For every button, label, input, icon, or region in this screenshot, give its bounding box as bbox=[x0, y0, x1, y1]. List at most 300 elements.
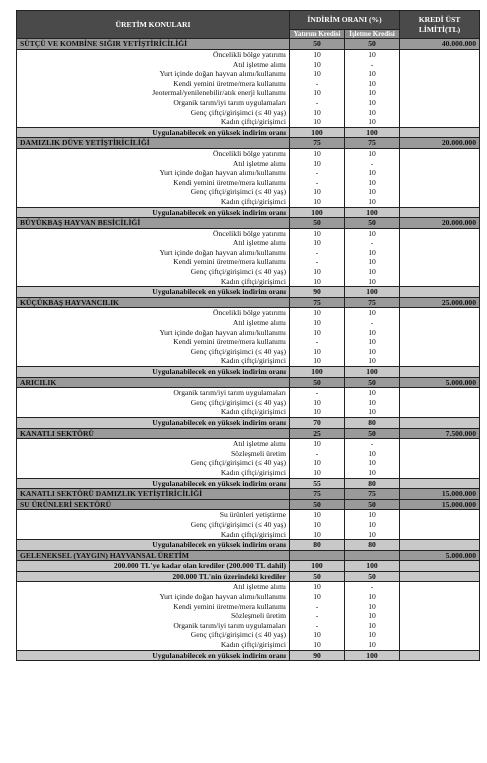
credit-limit-cell bbox=[400, 50, 480, 60]
operating-rate-cell: 50 bbox=[345, 499, 400, 510]
credit-limit-cell bbox=[400, 561, 480, 572]
criterion-row bbox=[17, 640, 480, 650]
row-label: Genç çiftçi/girişimci (≤ 40 yaş) bbox=[17, 520, 290, 530]
operating-rate-cell: 50 bbox=[345, 218, 400, 229]
criterion-row bbox=[17, 79, 480, 89]
operating-rate-cell: - bbox=[345, 60, 400, 70]
credit-limit-cell: 7.500.000 bbox=[400, 428, 480, 439]
row-label: Organik tarım/iyi tarım uygulamaları bbox=[17, 621, 290, 631]
investment-rate-cell: 10 bbox=[290, 592, 345, 602]
credit-limit-cell: 15.000.000 bbox=[400, 499, 480, 510]
row-label: Kadın çiftçi/girişimci bbox=[17, 117, 290, 127]
row-label: Sözleşmeli üretim bbox=[17, 449, 290, 459]
criterion-row bbox=[17, 356, 480, 366]
investment-rate-cell: 10 bbox=[290, 328, 345, 338]
investment-rate-cell: 10 bbox=[290, 197, 345, 207]
credit-limit-cell bbox=[400, 592, 480, 602]
row-label: Yurt içinde doğan hayvan alımı/kullanımı bbox=[17, 69, 290, 79]
operating-rate-cell: 10 bbox=[345, 108, 400, 118]
operating-rate-cell: 75 bbox=[345, 138, 400, 149]
row-label: GELENEKSEL (YAYGIN) HAYVANSAL ÜRETİM bbox=[17, 550, 290, 561]
criterion-row bbox=[17, 439, 480, 449]
criterion-row bbox=[17, 510, 480, 520]
criterion-row bbox=[17, 98, 480, 108]
row-label: KANATLI SEKTÖRÜ bbox=[17, 428, 290, 439]
investment-rate-cell: - bbox=[290, 168, 345, 178]
investment-rate-cell: 50 bbox=[290, 499, 345, 510]
operating-rate-cell: 10 bbox=[345, 98, 400, 108]
operating-rate-cell: 10 bbox=[345, 510, 400, 520]
credit-limit-cell bbox=[400, 337, 480, 347]
credit-limit-cell bbox=[400, 79, 480, 89]
row-label: Kadın çiftçi/girişimci bbox=[17, 530, 290, 540]
criterion-row bbox=[17, 248, 480, 258]
investment-rate-cell: 10 bbox=[290, 60, 345, 70]
row-label: Su ürünleri yetiştirme bbox=[17, 510, 290, 520]
section-row bbox=[17, 377, 480, 388]
credit-limit-cell: 40.000.000 bbox=[400, 39, 480, 50]
investment-rate-cell: 75 bbox=[290, 138, 345, 149]
credit-limit-cell: 15.000.000 bbox=[400, 489, 480, 500]
row-label: Kadın çiftçi/girişimci bbox=[17, 407, 290, 417]
header-operating-credit: İşletme Kredisi bbox=[345, 30, 400, 39]
operating-rate-cell: 10 bbox=[345, 621, 400, 631]
operating-rate-cell: 80 bbox=[345, 540, 400, 551]
criterion-row bbox=[17, 611, 480, 621]
investment-rate-cell: - bbox=[290, 178, 345, 188]
investment-rate-cell: 10 bbox=[290, 108, 345, 118]
investment-rate-cell: 10 bbox=[290, 630, 345, 640]
criterion-row bbox=[17, 178, 480, 188]
investment-rate-cell: 90 bbox=[290, 650, 345, 661]
investment-rate-cell: 10 bbox=[290, 148, 345, 158]
operating-rate-cell: 10 bbox=[345, 228, 400, 238]
operating-rate-cell: 100 bbox=[345, 650, 400, 661]
credit-limit-cell bbox=[400, 248, 480, 258]
operating-rate-cell: 10 bbox=[345, 398, 400, 408]
credit-limit-cell: 5.000.000 bbox=[400, 377, 480, 388]
credit-limit-cell bbox=[400, 228, 480, 238]
header-topic: ÜRETİM KONULARI bbox=[17, 11, 290, 39]
operating-rate-cell: 10 bbox=[345, 79, 400, 89]
credit-limit-cell bbox=[400, 328, 480, 338]
section-row bbox=[17, 297, 480, 308]
criterion-row bbox=[17, 69, 480, 79]
operating-rate-cell: 10 bbox=[345, 88, 400, 98]
credit-limit-cell: 5.000.000 bbox=[400, 550, 480, 561]
credit-limit-cell bbox=[400, 388, 480, 398]
investment-rate-cell: - bbox=[290, 621, 345, 631]
operating-rate-cell: 100 bbox=[345, 367, 400, 378]
criterion-row bbox=[17, 257, 480, 267]
row-label: Uygulanabilecek en yüksek indirim oranı bbox=[17, 367, 290, 378]
row-label: Atıl işletme alımı bbox=[17, 60, 290, 70]
investment-rate-cell: 25 bbox=[290, 428, 345, 439]
credit-limit-cell bbox=[400, 117, 480, 127]
credit-limit-cell bbox=[400, 308, 480, 318]
row-label: Genç çiftçi/girişimci (≤ 40 yaş) bbox=[17, 458, 290, 468]
operating-rate-cell: 10 bbox=[345, 328, 400, 338]
credit-limit-cell bbox=[400, 60, 480, 70]
row-label: ARICILIK bbox=[17, 377, 290, 388]
credit-limit-cell bbox=[400, 178, 480, 188]
row-label: Atıl işletme alımı bbox=[17, 238, 290, 248]
row-label: Kendi yemini üretme/mera kullanımı bbox=[17, 257, 290, 267]
investment-rate-cell: 10 bbox=[290, 458, 345, 468]
investment-rate-cell: 90 bbox=[290, 287, 345, 298]
operating-rate-cell: 50 bbox=[345, 571, 400, 582]
operating-rate-cell: 10 bbox=[345, 197, 400, 207]
credit-limit-cell bbox=[400, 148, 480, 158]
criterion-row bbox=[17, 267, 480, 277]
operating-rate-cell: 10 bbox=[345, 356, 400, 366]
row-label: Kadın çiftçi/girişimci bbox=[17, 640, 290, 650]
operating-rate-cell: 10 bbox=[345, 630, 400, 640]
investment-rate-cell: - bbox=[290, 388, 345, 398]
investment-rate-cell: 100 bbox=[290, 207, 345, 218]
row-label: Uygulanabilecek en yüksek indirim oranı bbox=[17, 417, 290, 428]
credit-limit-cell bbox=[400, 187, 480, 197]
criterion-row bbox=[17, 621, 480, 631]
criterion-row bbox=[17, 592, 480, 602]
credit-limit-cell bbox=[400, 530, 480, 540]
investment-rate-cell: 70 bbox=[290, 417, 345, 428]
max-discount-row bbox=[17, 540, 480, 551]
row-label: Sözleşmeli üretim bbox=[17, 611, 290, 621]
investment-rate-cell: 10 bbox=[290, 640, 345, 650]
credit-limit-cell bbox=[400, 398, 480, 408]
max-discount-row bbox=[17, 417, 480, 428]
investment-rate-cell: 10 bbox=[290, 520, 345, 530]
criterion-row bbox=[17, 530, 480, 540]
operating-rate-cell: - bbox=[345, 238, 400, 248]
criterion-row bbox=[17, 458, 480, 468]
investment-rate-cell: 75 bbox=[290, 297, 345, 308]
row-label: Genç çiftçi/girişimci (≤ 40 yaş) bbox=[17, 398, 290, 408]
investment-rate-cell: 50 bbox=[290, 377, 345, 388]
investment-rate-cell: 10 bbox=[290, 407, 345, 417]
investment-rate-cell: 10 bbox=[290, 439, 345, 449]
operating-rate-cell: 100 bbox=[345, 561, 400, 572]
row-label: Genç çiftçi/girişimci (≤ 40 yaş) bbox=[17, 267, 290, 277]
criterion-row bbox=[17, 347, 480, 357]
criterion-row bbox=[17, 449, 480, 459]
operating-rate-cell: 10 bbox=[345, 148, 400, 158]
operating-rate-cell: 10 bbox=[345, 277, 400, 287]
row-label: Genç çiftçi/girişimci (≤ 40 yaş) bbox=[17, 187, 290, 197]
row-label: Atıl işletme alımı bbox=[17, 159, 290, 169]
row-label: Öncelikli bölge yatırımı bbox=[17, 148, 290, 158]
operating-rate-cell: 50 bbox=[345, 428, 400, 439]
operating-rate-cell: - bbox=[345, 439, 400, 449]
credit-limit-cell: 20.000.000 bbox=[400, 218, 480, 229]
credit-limit-cell bbox=[400, 367, 480, 378]
operating-rate-cell: 80 bbox=[345, 417, 400, 428]
credit-limit-cell bbox=[400, 168, 480, 178]
operating-rate-cell: 10 bbox=[345, 248, 400, 258]
investment-rate-cell: 100 bbox=[290, 367, 345, 378]
row-label: 200.000 TL'nin üzerindeki krediler bbox=[17, 571, 290, 582]
investment-rate-cell: - bbox=[290, 449, 345, 459]
criterion-row bbox=[17, 148, 480, 158]
operating-rate-cell: 10 bbox=[345, 50, 400, 60]
operating-rate-cell: 10 bbox=[345, 611, 400, 621]
investment-rate-cell: - bbox=[290, 79, 345, 89]
operating-rate-cell: 80 bbox=[345, 478, 400, 489]
operating-rate-cell: 100 bbox=[345, 127, 400, 138]
criterion-row bbox=[17, 228, 480, 238]
operating-rate-cell: 10 bbox=[345, 592, 400, 602]
investment-rate-cell: 50 bbox=[290, 571, 345, 582]
row-label: Atıl işletme alımı bbox=[17, 439, 290, 449]
investment-rate-cell: 50 bbox=[290, 218, 345, 229]
header-investment-credit: Yatırım Kredisi bbox=[290, 30, 345, 39]
section-row bbox=[17, 218, 480, 229]
header-credit-limit: KREDİ ÜST LİMİTİ(TL) bbox=[400, 11, 480, 39]
credit-limit-cell bbox=[400, 582, 480, 592]
credit-discount-table bbox=[16, 10, 480, 661]
credit-limit-cell: 20.000.000 bbox=[400, 138, 480, 149]
operating-rate-cell: 50 bbox=[345, 377, 400, 388]
header-discount: İNDİRİM ORANI (%) bbox=[290, 11, 400, 30]
investment-rate-cell: 10 bbox=[290, 238, 345, 248]
credit-limit-cell bbox=[400, 621, 480, 631]
investment-rate-cell: 10 bbox=[290, 187, 345, 197]
row-label: Öncelikli bölge yatırımı bbox=[17, 308, 290, 318]
section-row bbox=[17, 550, 480, 561]
criterion-row bbox=[17, 407, 480, 417]
criterion-row bbox=[17, 337, 480, 347]
row-label: Jeotermal/yenilenebilir/atık enerji kullanımı bbox=[17, 88, 290, 98]
row-label: Kadın çiftçi/girişimci bbox=[17, 277, 290, 287]
operating-rate-cell: 10 bbox=[345, 257, 400, 267]
operating-rate-cell: 10 bbox=[345, 468, 400, 478]
row-label: Kendi yemini üretme/mera kullanımı bbox=[17, 178, 290, 188]
credit-limit-cell bbox=[400, 98, 480, 108]
investment-rate-cell: 10 bbox=[290, 530, 345, 540]
operating-rate-cell: 10 bbox=[345, 407, 400, 417]
investment-rate-cell: 10 bbox=[290, 347, 345, 357]
operating-rate-cell: 10 bbox=[345, 178, 400, 188]
credit-limit-cell bbox=[400, 650, 480, 661]
investment-rate-cell: - bbox=[290, 337, 345, 347]
credit-limit-cell bbox=[400, 238, 480, 248]
row-label: Uygulanabilecek en yüksek indirim oranı bbox=[17, 127, 290, 138]
criterion-row bbox=[17, 60, 480, 70]
credit-limit-cell bbox=[400, 257, 480, 267]
operating-rate-cell: - bbox=[345, 582, 400, 592]
investment-rate-cell: - bbox=[290, 611, 345, 621]
row-label: Uygulanabilecek en yüksek indirim oranı bbox=[17, 478, 290, 489]
credit-limit-cell bbox=[400, 356, 480, 366]
criterion-row bbox=[17, 197, 480, 207]
investment-rate-cell: - bbox=[290, 98, 345, 108]
credit-limit-cell bbox=[400, 318, 480, 328]
credit-limit-cell bbox=[400, 540, 480, 551]
credit-band-row bbox=[17, 571, 480, 582]
row-label: Kadın çiftçi/girişimci bbox=[17, 197, 290, 207]
credit-limit-cell bbox=[400, 407, 480, 417]
row-label: DAMIZLIK DÜVE YETİŞTİRİCİLİĞİ bbox=[17, 138, 290, 149]
row-label: Kendi yemini üretme/mera kullanımı bbox=[17, 602, 290, 612]
row-label: SÜTÇÜ VE KOMBİNE SIĞIR YETİŞTİRİCİLİĞİ bbox=[17, 39, 290, 50]
criterion-row bbox=[17, 108, 480, 118]
credit-limit-cell bbox=[400, 510, 480, 520]
row-label: Kadın çiftçi/girişimci bbox=[17, 468, 290, 478]
row-label: Uygulanabilecek en yüksek indirim oranı bbox=[17, 207, 290, 218]
credit-limit-cell bbox=[400, 277, 480, 287]
credit-limit-cell bbox=[400, 267, 480, 277]
operating-rate-cell: 10 bbox=[345, 388, 400, 398]
row-label: Yurt içinde doğan hayvan alımı/kullanımı bbox=[17, 248, 290, 258]
credit-limit-cell bbox=[400, 197, 480, 207]
row-label: Uygulanabilecek en yüksek indirim oranı bbox=[17, 287, 290, 298]
criterion-row bbox=[17, 468, 480, 478]
investment-rate-cell: - bbox=[290, 248, 345, 258]
credit-limit-cell bbox=[400, 449, 480, 459]
investment-rate-cell: 50 bbox=[290, 39, 345, 50]
investment-rate-cell: 10 bbox=[290, 468, 345, 478]
operating-rate-cell: 10 bbox=[345, 168, 400, 178]
investment-rate-cell: 10 bbox=[290, 69, 345, 79]
section-row bbox=[17, 138, 480, 149]
credit-limit-cell bbox=[400, 520, 480, 530]
credit-limit-cell bbox=[400, 640, 480, 650]
criterion-row bbox=[17, 602, 480, 612]
section-row bbox=[17, 39, 480, 50]
row-label: Genç çiftçi/girişimci (≤ 40 yaş) bbox=[17, 108, 290, 118]
credit-limit-cell bbox=[400, 207, 480, 218]
investment-rate-cell: 10 bbox=[290, 88, 345, 98]
max-discount-row bbox=[17, 650, 480, 661]
operating-rate-cell: 100 bbox=[345, 287, 400, 298]
investment-rate-cell bbox=[290, 550, 345, 561]
criterion-row bbox=[17, 328, 480, 338]
row-label: Öncelikli bölge yatırımı bbox=[17, 228, 290, 238]
operating-rate-cell: 75 bbox=[345, 489, 400, 500]
credit-limit-cell bbox=[400, 108, 480, 118]
investment-rate-cell: 75 bbox=[290, 489, 345, 500]
credit-limit-cell bbox=[400, 127, 480, 138]
criterion-row bbox=[17, 630, 480, 640]
investment-rate-cell: 10 bbox=[290, 50, 345, 60]
row-label: 200.000 TL'ye kadar olan krediler (200.000 TL dahil) bbox=[17, 561, 290, 572]
criterion-row bbox=[17, 308, 480, 318]
credit-limit-cell bbox=[400, 571, 480, 582]
operating-rate-cell: 10 bbox=[345, 347, 400, 357]
investment-rate-cell: 10 bbox=[290, 228, 345, 238]
table-body bbox=[17, 39, 480, 661]
row-label: Atıl işletme alımı bbox=[17, 318, 290, 328]
criterion-row bbox=[17, 168, 480, 178]
row-label: Uygulanabilecek en yüksek indirim oranı bbox=[17, 650, 290, 661]
section-row bbox=[17, 489, 480, 500]
investment-rate-cell: 10 bbox=[290, 267, 345, 277]
credit-limit-cell bbox=[400, 478, 480, 489]
operating-rate-cell: 10 bbox=[345, 117, 400, 127]
section-row bbox=[17, 428, 480, 439]
investment-rate-cell: 100 bbox=[290, 127, 345, 138]
credit-limit-cell bbox=[400, 347, 480, 357]
credit-limit-cell bbox=[400, 69, 480, 79]
investment-rate-cell: 80 bbox=[290, 540, 345, 551]
operating-rate-cell: 50 bbox=[345, 39, 400, 50]
section-row bbox=[17, 499, 480, 510]
investment-rate-cell: 10 bbox=[290, 318, 345, 328]
credit-limit-cell: 25.000.000 bbox=[400, 297, 480, 308]
investment-rate-cell: 10 bbox=[290, 277, 345, 287]
investment-rate-cell: - bbox=[290, 602, 345, 612]
row-label: Uygulanabilecek en yüksek indirim oranı bbox=[17, 540, 290, 551]
operating-rate-cell: 10 bbox=[345, 530, 400, 540]
document-page bbox=[16, 10, 479, 661]
credit-limit-cell bbox=[400, 88, 480, 98]
row-label: Yurt içinde doğan hayvan alımı/kullanımı bbox=[17, 168, 290, 178]
investment-rate-cell: 10 bbox=[290, 582, 345, 592]
operating-rate-cell: - bbox=[345, 159, 400, 169]
investment-rate-cell: 10 bbox=[290, 356, 345, 366]
max-discount-row bbox=[17, 367, 480, 378]
investment-rate-cell: 10 bbox=[290, 308, 345, 318]
operating-rate-cell: 75 bbox=[345, 297, 400, 308]
criterion-row bbox=[17, 88, 480, 98]
operating-rate-cell: 10 bbox=[345, 267, 400, 277]
row-label: Kendi yemini üretme/mera kullanımı bbox=[17, 79, 290, 89]
criterion-row bbox=[17, 582, 480, 592]
credit-band-row bbox=[17, 561, 480, 572]
row-label: KANATLI SEKTÖRÜ DAMIZLIK YETİŞTİRİCİLİĞİ bbox=[17, 489, 290, 500]
max-discount-row bbox=[17, 127, 480, 138]
operating-rate-cell: - bbox=[345, 318, 400, 328]
credit-limit-cell bbox=[400, 159, 480, 169]
criterion-row bbox=[17, 50, 480, 60]
criterion-row bbox=[17, 277, 480, 287]
credit-limit-cell bbox=[400, 287, 480, 298]
row-label: Yurt içinde doğan hayvan alımı/kullanımı bbox=[17, 328, 290, 338]
investment-rate-cell: 10 bbox=[290, 159, 345, 169]
operating-rate-cell: 10 bbox=[345, 337, 400, 347]
operating-rate-cell: 10 bbox=[345, 520, 400, 530]
max-discount-row bbox=[17, 478, 480, 489]
investment-rate-cell: 10 bbox=[290, 398, 345, 408]
criterion-row bbox=[17, 159, 480, 169]
row-label: SU ÜRÜNLERİ SEKTÖRÜ bbox=[17, 499, 290, 510]
investment-rate-cell: - bbox=[290, 257, 345, 267]
row-label: KÜÇÜKBAŞ HAYVANCILIK bbox=[17, 297, 290, 308]
credit-limit-cell bbox=[400, 630, 480, 640]
row-label: Kendi yemini üretme/mera kullanımı bbox=[17, 337, 290, 347]
row-label: Genç çiftçi/girişimci (≤ 40 yaş) bbox=[17, 630, 290, 640]
credit-limit-cell bbox=[400, 611, 480, 621]
row-label: Organik tarım/iyi tarım uygulamaları bbox=[17, 388, 290, 398]
operating-rate-cell: 10 bbox=[345, 602, 400, 612]
credit-limit-cell bbox=[400, 458, 480, 468]
investment-rate-cell: 55 bbox=[290, 478, 345, 489]
operating-rate-cell: 10 bbox=[345, 308, 400, 318]
criterion-row bbox=[17, 238, 480, 248]
row-label: BÜYÜKBAŞ HAYVAN BESİCİLİĞİ bbox=[17, 218, 290, 229]
criterion-row bbox=[17, 520, 480, 530]
operating-rate-cell bbox=[345, 550, 400, 561]
operating-rate-cell: 100 bbox=[345, 207, 400, 218]
row-label: Organik tarım/iyi tarım uygulamaları bbox=[17, 98, 290, 108]
credit-limit-cell bbox=[400, 439, 480, 449]
row-label: Atıl işletme alımı bbox=[17, 582, 290, 592]
row-label: Öncelikli bölge yatırımı bbox=[17, 50, 290, 60]
operating-rate-cell: 10 bbox=[345, 69, 400, 79]
criterion-row bbox=[17, 388, 480, 398]
investment-rate-cell: 100 bbox=[290, 561, 345, 572]
